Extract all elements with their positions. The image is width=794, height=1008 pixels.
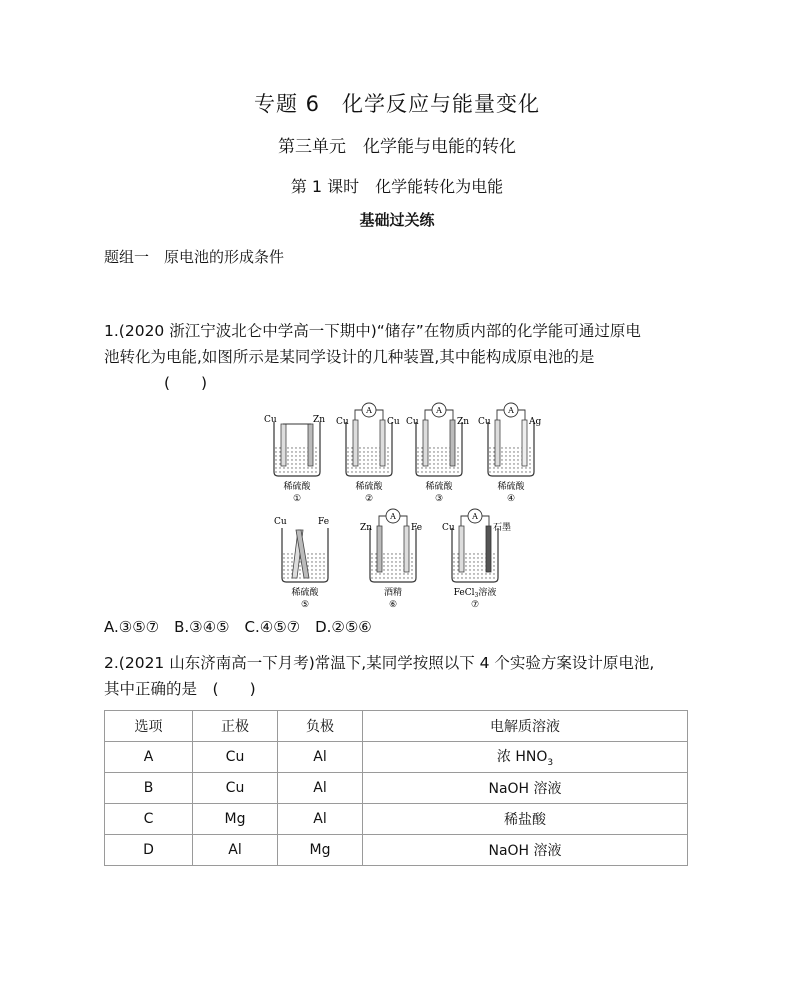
cell-3-ammeter: A <box>436 406 442 415</box>
table-cell-positive: Mg <box>193 804 278 835</box>
cell-1 <box>264 415 325 504</box>
question-1-answer-paren: ( ) <box>164 374 208 392</box>
cell-2-solution: 稀硫酸 <box>355 482 383 492</box>
section-title: 基础过关练 <box>359 211 435 229</box>
cell-4-number: ④ <box>506 494 516 504</box>
cell-3-right-label: Zn <box>457 417 470 427</box>
question-2-source: (2021 山东济南高一下月考) <box>118 654 315 672</box>
apparatus-diagram <box>256 400 556 610</box>
cell-2-left-label: Cu <box>336 417 349 427</box>
cell-7-number: ⑦ <box>470 600 480 610</box>
cell-1-solution: 稀硫酸 <box>283 482 311 492</box>
table-cell-option: A <box>105 742 193 773</box>
cell-4 <box>478 403 541 504</box>
table-row <box>105 742 688 773</box>
cell-4-solution: 稀硫酸 <box>497 482 525 492</box>
table-header-row <box>105 711 688 742</box>
cell-5-right-label: Fe <box>318 517 330 527</box>
question-2-stem-1: 常温下,某同学按照以下 4 个实验方案设计原电池, <box>314 654 655 672</box>
table-cell-positive: Cu <box>193 773 278 804</box>
question-2-stem-2: 其中正确的是 <box>104 680 198 698</box>
question-2-answer-paren: ( ) <box>212 680 256 698</box>
cell-6-number: ⑥ <box>388 600 398 610</box>
table-cell-electrolyte: NaOH 溶液 <box>363 773 688 804</box>
cell-6-left-label: Zn <box>360 523 373 533</box>
cell-7 <box>442 509 511 610</box>
question-1-number: 1. <box>104 322 119 340</box>
table-row <box>105 835 688 866</box>
cell-2-number: ② <box>364 494 374 504</box>
cell-3-left-label: Cu <box>406 417 419 427</box>
cell-2 <box>336 403 400 504</box>
unit-title: 第三单元 化学能与电能的转化 <box>278 137 516 157</box>
table-row <box>105 773 688 804</box>
question-2-number: 2. <box>104 654 119 672</box>
question-1-stem-1: “储存”在物质内部的化学能可通过原电 <box>376 322 641 340</box>
cell-5 <box>274 517 329 610</box>
question-1-line-1 <box>104 318 704 344</box>
question-1-options: A.③⑤⑦ B.③④⑤ C.④⑤⑦ D.②⑤⑥ <box>104 618 372 636</box>
cell-7-right-label: 石墨 <box>493 523 512 533</box>
question-group-title: 题组一 原电池的形成条件 <box>104 248 285 266</box>
cell-1-number: ① <box>292 494 302 504</box>
table-cell-positive: Al <box>193 835 278 866</box>
cell-7-solution: FeCl$_3$溶液 <box>453 588 497 599</box>
cell-4-right-label: Ag <box>529 417 542 427</box>
cell-6 <box>360 509 422 610</box>
topic-title: 专题 6 化学反应与能量变化 <box>253 92 541 116</box>
apparatus-figure <box>256 400 556 614</box>
question-2 <box>104 650 704 702</box>
options-table <box>104 710 688 866</box>
cell-7-ammeter: A <box>472 512 478 521</box>
question-1-answer-line <box>104 370 704 396</box>
table-header-electrolyte: 电解质溶液 <box>363 711 688 742</box>
cell-1-right-label: Zn <box>313 415 326 425</box>
cell-6-ammeter: A <box>390 512 396 521</box>
cell-5-solution: 稀硫酸 <box>291 588 319 598</box>
table-header-option: 选项 <box>105 711 193 742</box>
cell-2-ammeter: A <box>366 406 372 415</box>
cell-6-right-label: Fe <box>411 523 423 533</box>
cell-1-left-label: Cu <box>264 415 277 425</box>
question-1-source: (2020 浙江宁波北仑中学高一下期中) <box>118 322 377 340</box>
question-1 <box>104 318 704 396</box>
table-cell-negative: Al <box>278 742 363 773</box>
table-row <box>105 804 688 835</box>
cell-4-ammeter: A <box>508 406 514 415</box>
table-cell-positive: Cu <box>193 742 278 773</box>
table-header-positive: 正极 <box>193 711 278 742</box>
table-cell-option: C <box>105 804 193 835</box>
question-1-stem-2: 池转化为电能,如图所示是某同学设计的几种装置,其中能构成原电池的是 <box>104 348 595 366</box>
table-cell-negative: Al <box>278 804 363 835</box>
table-header-negative: 负极 <box>278 711 363 742</box>
question-2-line-1 <box>104 650 704 676</box>
table-cell-electrolyte: 浓 $HNO_3$ <box>363 742 688 773</box>
cell-2-right-label: Cu <box>387 417 400 427</box>
table-cell-option: D <box>105 835 193 866</box>
table-cell-electrolyte: 稀盐酸 <box>363 804 688 835</box>
table-cell-negative: Mg <box>278 835 363 866</box>
cell-3 <box>406 403 469 504</box>
table-cell-electrolyte: NaOH 溶液 <box>363 835 688 866</box>
cell-3-number: ③ <box>434 494 444 504</box>
cell-5-number: ⑤ <box>300 600 310 610</box>
cell-6-solution: 酒精 <box>383 588 403 598</box>
table-cell-negative: Al <box>278 773 363 804</box>
table-cell-option: B <box>105 773 193 804</box>
lesson-title: 第 1 课时 化学能转化为电能 <box>290 177 504 196</box>
cell-5-left-label: Cu <box>274 517 287 527</box>
cell-3-solution: 稀硫酸 <box>425 482 453 492</box>
question-2-line-2 <box>104 676 704 702</box>
cell-7-left-label: Cu <box>442 523 455 533</box>
cell-4-left-label: Cu <box>478 417 491 427</box>
